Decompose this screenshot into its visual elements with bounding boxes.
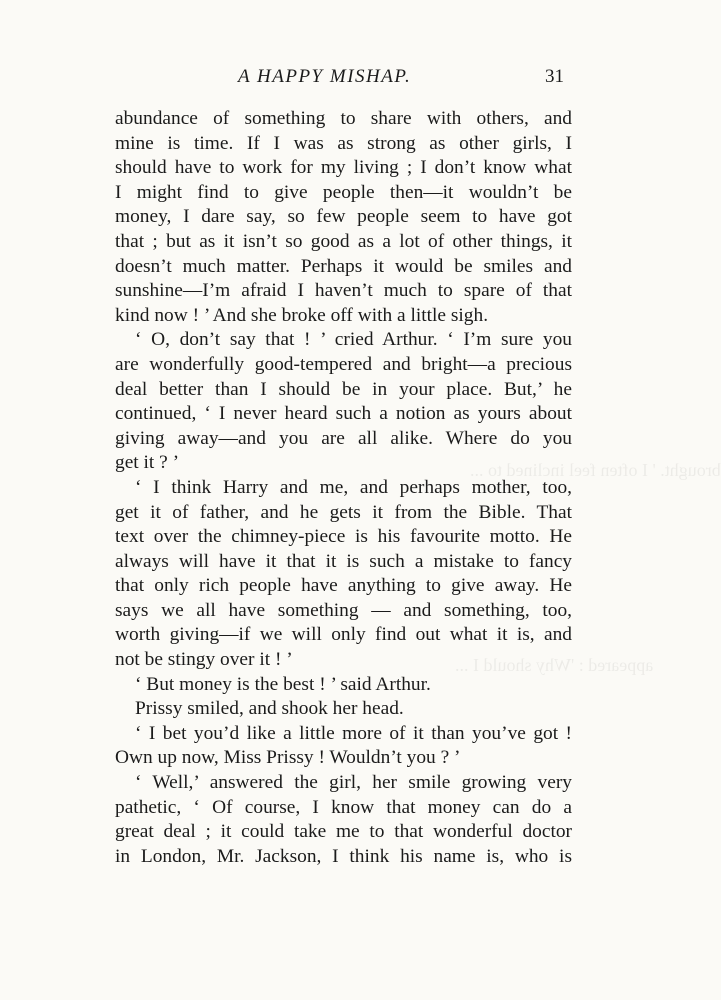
text-line: worth giving—if we will only find out what it is, and bbox=[115, 624, 572, 646]
text-line: ‘ But money is the best ! ’ said Arthur. bbox=[135, 673, 431, 695]
text-line: giving away—and you are all alike. Where do you bbox=[115, 427, 572, 449]
text-line: pathetic, ‘ Of course, I know that money can do a bbox=[115, 796, 572, 818]
text-line: get it of father, and he gets it from the Bible. That bbox=[115, 501, 572, 523]
text-line: ‘ I bet you’d like a little more of it than you’ve got ! bbox=[135, 722, 572, 744]
bleed-through-text: brought. ' I often feel inclined to ... bbox=[470, 460, 721, 480]
text-line: abundance of something to share with others, and bbox=[115, 108, 572, 129]
text-line: always will have it that it is such a mistake to fancy bbox=[115, 550, 572, 572]
text-line: sunshine—I’m afraid I haven’t much to spare of that bbox=[115, 280, 572, 302]
text-line: text over the chimney-piece is his favourite motto. He bbox=[115, 526, 572, 548]
text-line: Own up now, Miss Prissy ! Wouldn’t you ? ’ bbox=[115, 747, 461, 769]
text-line: are wonderfully good-tempered and bright—a precious bbox=[115, 353, 572, 375]
page-number: 31 bbox=[545, 66, 564, 87]
text-line: that ; but as it isn’t so good as a lot of other things, it bbox=[115, 230, 572, 252]
text-line: ‘ I think Harry and me, and perhaps mother, too, bbox=[135, 476, 572, 498]
text-line: mine is time. If I was as strong as other girls, I bbox=[115, 132, 572, 154]
text-line: get it ? ’ bbox=[115, 452, 180, 474]
text-line: in London, Mr. Jackson, I think his name is, who is bbox=[115, 845, 572, 867]
text-line: ‘ Well,’ answered the girl, her smile growing very bbox=[135, 772, 572, 794]
text-line: deal better than I should be in your place. But,’ he bbox=[115, 378, 572, 400]
running-head bbox=[0, 66, 688, 96]
text-line: continued, ‘ I never heard such a notion as yours about bbox=[115, 403, 572, 425]
text-line: doesn’t much matter. Perhaps it would be smiles and bbox=[115, 255, 572, 277]
text-line: should have to work for my living ; I don’t know what bbox=[115, 157, 572, 179]
running-title: A HAPPY MISHAP. bbox=[238, 66, 412, 87]
text-line: great deal ; it could take me to that wonderful doctor bbox=[115, 821, 572, 843]
text-line: not be stingy over it ! ’ bbox=[115, 649, 293, 671]
text-line: kind now ! ’ And she broke off with a little sigh. bbox=[115, 304, 489, 326]
text-line: that only rich people have anything to give away. He bbox=[115, 575, 572, 597]
text-line: Prissy smiled, and shook her head. bbox=[135, 698, 404, 720]
text-line: says we all have something — and something, too, bbox=[115, 599, 572, 621]
text-line: I might find to give people then—it wouldn’t be bbox=[115, 181, 572, 203]
text-line: money, I dare say, so few people seem to have got bbox=[115, 206, 572, 228]
bleed-through-text: appeared : 'Why should I ... bbox=[455, 655, 654, 675]
body-text bbox=[115, 107, 572, 869]
text-line: ‘ O, don’t say that ! ’ cried Arthur. ‘ I’m sure you bbox=[135, 329, 572, 351]
